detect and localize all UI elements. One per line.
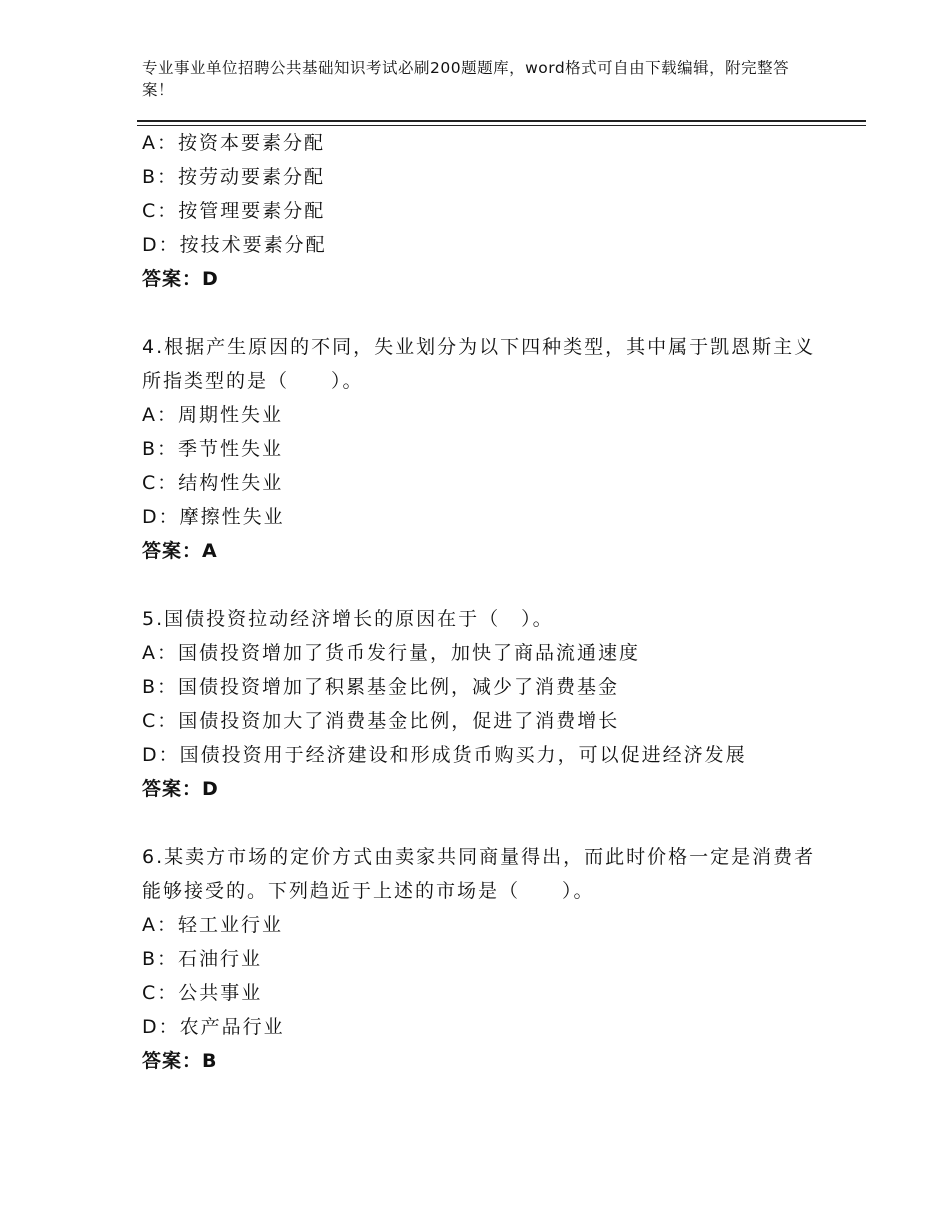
option-c: C：公共事业 bbox=[142, 982, 263, 1004]
option-b: B：季节性失业 bbox=[142, 438, 284, 460]
option-c: C：按管理要素分配 bbox=[142, 200, 326, 222]
option-c: C：国债投资加大了消费基金比例，促进了消费增长 bbox=[142, 710, 620, 732]
question-list bbox=[142, 126, 822, 1112]
option-a: A：国债投资增加了货币发行量，加快了商品流通速度 bbox=[142, 642, 640, 664]
question-stem: 5.国债投资拉动经济增长的原因在于（ ）。 bbox=[142, 608, 554, 630]
answer-label: 答案：A bbox=[142, 540, 218, 562]
option-d: D：国债投资用于经济建设和形成货币购买力，可以促进经济发展 bbox=[142, 744, 747, 766]
option-b: B：国债投资增加了积累基金比例，减少了消费基金 bbox=[142, 676, 620, 698]
question-6 bbox=[142, 840, 822, 1078]
question-3-continued bbox=[142, 126, 822, 296]
option-d: D：农产品行业 bbox=[142, 1016, 285, 1038]
header-divider-thick bbox=[137, 120, 866, 122]
answer-label: 答案：D bbox=[142, 778, 219, 800]
answer-label: 答案：B bbox=[142, 1050, 218, 1072]
option-d: D：按技术要素分配 bbox=[142, 234, 327, 256]
option-b: B：按劳动要素分配 bbox=[142, 166, 326, 188]
option-b: B：石油行业 bbox=[142, 948, 263, 970]
question-stem: 4.根据产生原因的不同，失业划分为以下四种类型，其中属于凯恩斯主义所指类型的是（ ）。 bbox=[142, 336, 816, 392]
option-d: D：摩擦性失业 bbox=[142, 506, 285, 528]
option-a: A：周期性失业 bbox=[142, 404, 283, 426]
question-4 bbox=[142, 330, 822, 568]
question-5 bbox=[142, 602, 822, 806]
question-stem: 6.某卖方市场的定价方式由卖家共同商量得出，而此时价格一定是消费者能够接受的。下列趋近于上述的市场是（ ）。 bbox=[142, 846, 816, 902]
answer-label: 答案：D bbox=[142, 268, 219, 290]
option-a: A：轻工业行业 bbox=[142, 914, 283, 936]
page-header: 专业事业单位招聘公共基础知识考试必刷200题题库，word格式可自由下载编辑，附完整答案！ bbox=[142, 59, 790, 99]
option-a: A：按资本要素分配 bbox=[142, 132, 325, 154]
option-c: C：结构性失业 bbox=[142, 472, 284, 494]
